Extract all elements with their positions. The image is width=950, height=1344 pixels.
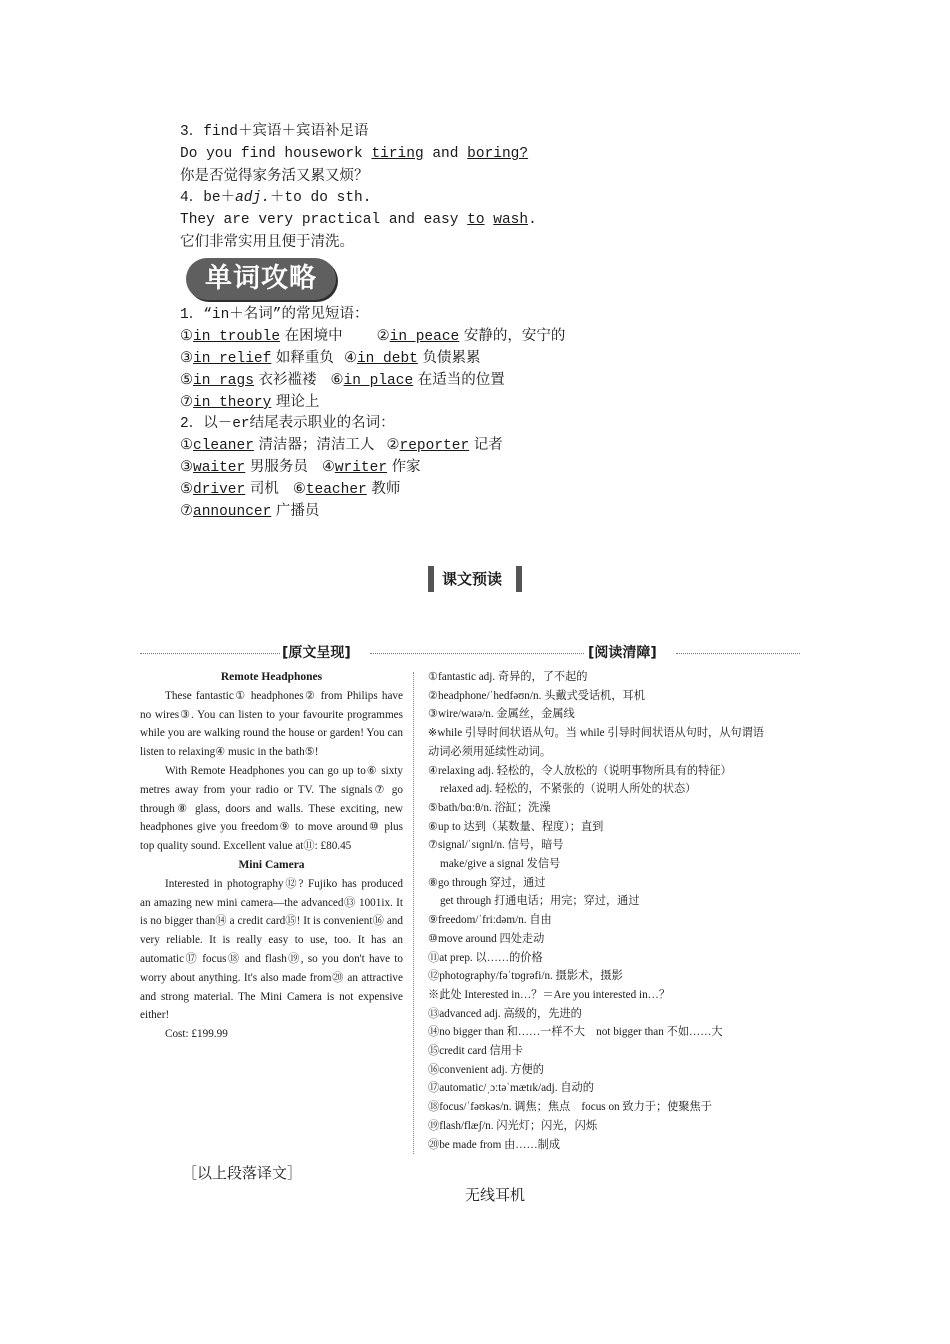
- note-item: 动词必须用延续性动词。: [428, 745, 552, 758]
- note-item: relaxed adj. 轻松的，不紧张的（说明人所处的状态）: [440, 783, 697, 796]
- vocab-meaning: 在适当的位置: [413, 372, 505, 388]
- vocab-meaning: 教师: [366, 481, 401, 497]
- note-item: ⑬advanced adj. 高级的，先进的: [428, 1007, 582, 1020]
- item-number: ⑦: [180, 504, 193, 520]
- vocab-heading-1: 1．“in＋名词”的常见短语：: [180, 307, 369, 323]
- item-number: ③: [180, 351, 193, 367]
- note-item: ※while 引导时间状语从句。当 while 引导时间状语从句时，从句谓语: [428, 727, 764, 740]
- notes-column: [428, 668, 803, 1154]
- vocab-term: cleaner: [193, 438, 254, 454]
- note-item: ④relaxing adj. 轻松的，令人放松的（说明事物所具有的特征）: [428, 764, 732, 777]
- note-item: ⑦signal/ˈsɪɡnl/n. 信号，暗号: [428, 839, 564, 852]
- vocab-meaning: 如释重负: [271, 350, 334, 366]
- vocab-meaning: 记者: [469, 437, 503, 453]
- vocab-meaning: 广播员: [271, 503, 320, 519]
- column-divider: [413, 672, 414, 1154]
- vocab-row: [180, 500, 319, 522]
- vocab-meaning: 理论上: [271, 394, 320, 410]
- example-en-2: [180, 209, 537, 231]
- vocab-term: waiter: [193, 460, 246, 476]
- vocab-row: [180, 347, 480, 369]
- vocab-meaning: 清洁器；清洁工人: [253, 437, 375, 453]
- note-item: ※此处 Interested in…？＝Are you interested in…？: [428, 988, 671, 1001]
- example-text: and: [423, 146, 468, 162]
- note-item: ⑯convenient adj. 方便的: [428, 1063, 544, 1076]
- item-number: ①: [180, 329, 193, 345]
- article-title: Mini Camera: [238, 858, 305, 871]
- note-item: make/give a signal 发信号: [440, 858, 561, 871]
- vocab-heading-2: 2．以－er结尾表示职业的名词：: [180, 416, 395, 432]
- item-number: ⑦: [180, 395, 193, 411]
- note-item: ⑩move around 四处走动: [428, 932, 545, 945]
- grammar-line-4: [180, 187, 371, 209]
- vocab-term: in theory: [193, 395, 272, 411]
- note-item: ⑳be made from 由……制成: [428, 1138, 561, 1151]
- section-banner: [186, 258, 336, 300]
- note-item: ⑫photography/fəˈtɒɡrəfi/n. 摄影术，摄影: [428, 970, 623, 983]
- example-text: Do you find housework: [180, 146, 372, 162]
- vocab-row: [180, 478, 400, 500]
- underlined-answer: to: [467, 212, 485, 228]
- article-price: Cost: £199.99: [165, 1028, 228, 1041]
- note-item: ③wire/waɪə/n. 金属丝，金属线: [428, 708, 575, 721]
- item-number: ①: [180, 438, 193, 454]
- vocab-term: writer: [334, 460, 388, 476]
- vocab-term: in place: [343, 373, 414, 389]
- underlined-answer: tiring: [371, 146, 424, 162]
- dotted-divider: [676, 653, 800, 654]
- vocab-meaning: 司机: [245, 481, 279, 497]
- vocab-row: [180, 325, 565, 347]
- vocab-term: in peace: [389, 329, 460, 345]
- vocab-row: [180, 456, 421, 478]
- vocab-meaning: 负债累累: [417, 350, 481, 366]
- item-number: ④: [343, 351, 357, 367]
- article-column: [140, 668, 403, 1044]
- note-item: get through 打通电话；用完；穿过，通过: [440, 895, 640, 908]
- vocab-term: in rags: [193, 373, 254, 389]
- example-cn-1: 你是否觉得家务活又累又烦？: [180, 168, 369, 184]
- section-heading: [420, 566, 530, 592]
- dotted-divider: [370, 653, 584, 654]
- heading-bar: [428, 566, 434, 592]
- vocab-term: driver: [193, 482, 246, 498]
- item-number: ⑥: [292, 482, 306, 498]
- article-paragraph: These fantastic① headphones② from Philips have no wires③. You can listen to your favourite programmes while you are walking round the house or garden! You can listen to relaxing④ music in the bath⑤!: [140, 689, 403, 759]
- note-item: ①fantastic adj. 奇异的，了不起的: [428, 671, 588, 683]
- item-number: ②: [376, 329, 390, 345]
- grammar-text: 4．be＋: [180, 190, 236, 206]
- vocab-meaning: 在困境中: [280, 328, 343, 344]
- tab-reading-notes: [阅读清障]: [588, 645, 657, 661]
- grammar-line-3: [180, 121, 369, 143]
- underlined-answer: wash: [493, 212, 529, 228]
- example-cn-2: 它们非常实用且便于清洗。: [180, 234, 354, 250]
- vocab-row: [180, 434, 503, 456]
- tab-original-text: [原文呈现]: [282, 645, 351, 661]
- note-item: ⑨freedom/ˈfriːdəm/n. 自由: [428, 914, 552, 927]
- grammar-italic: adj.: [235, 190, 270, 206]
- underlined-answer: boring?: [467, 146, 529, 162]
- section-heading-text: 课文预读: [442, 570, 503, 588]
- vocab-meaning: 作家: [387, 459, 421, 475]
- note-item: ⑲flash/flæʃ/n. 闪光灯；闪光，闪烁: [428, 1119, 598, 1132]
- item-number: ⑥: [330, 373, 344, 389]
- vocab-term: in relief: [193, 351, 272, 367]
- vocab-row: [180, 369, 505, 391]
- item-number: ⑤: [180, 482, 193, 498]
- heading-bar: [516, 566, 522, 592]
- grammar-heading-3: 3．find＋宾语＋宾语补足语: [180, 124, 369, 140]
- banner-title: 单词攻略: [205, 263, 317, 294]
- note-item: ⑤bath/bɑːθ/n. 浴缸；洗澡: [428, 801, 551, 814]
- note-item: ⑭no bigger than 和……一样不大 not bigger than 不如……大: [428, 1026, 723, 1039]
- note-item: ⑥up to 达到（某数量、程度）；直到: [428, 820, 604, 833]
- note-item: ⑧go through 穿过，通过: [428, 876, 546, 889]
- translation-label: ［以上段落译文］: [182, 1164, 303, 1182]
- item-number: ④: [321, 460, 335, 476]
- vocab-term: in trouble: [193, 329, 281, 345]
- vocab-meaning: 衣衫褴褛: [253, 372, 317, 388]
- note-item: ⑮credit card 信用卡: [428, 1045, 524, 1058]
- translation-title: 无线耳机: [465, 1186, 526, 1204]
- article-paragraph: With Remote Headphones you can go up to⑥ sixty metres away from your radio or TV. The signals⑦ go through⑧ glass, doors and walls. These exciting, new headphones give you freedom⑨ to move around⑩ plus top quality sound. Excellent value at⑪: £80.45: [140, 764, 403, 853]
- note-item: ⑱focus/ˈfəʊkəs/n. 调焦；焦点 focus on 致力于；使聚焦于: [428, 1101, 712, 1114]
- dotted-divider: [140, 653, 280, 654]
- vocab-term: announcer: [193, 504, 272, 520]
- vocab-meaning: 安静的，安宁的: [459, 328, 566, 344]
- item-number: ⑤: [180, 373, 193, 389]
- example-en-1: [180, 143, 528, 165]
- note-item: ⑪at prep. 以……的价格: [428, 951, 543, 964]
- note-item: ⑰automatic/ˌɔːtəˈmætɪk/adj. 自动的: [428, 1082, 594, 1095]
- article-title: Remote Headphones: [220, 671, 323, 683]
- example-text: They are very practical and easy: [180, 212, 468, 228]
- article-paragraph: Interested in photography⑫? Fujiko has produced an amazing new mini camera—the advanced⑬ 1001ix. It is no bigger than⑭ a credit card⑮! It is convenient⑯ and very reliable. It is really easy to use, too. It has an automatic⑰ focus⑱ and flash⑲, so you don't have to worry about anything. It's also made from⑳ an attractive and strong material. The Mini Camera is not expensive either!: [140, 877, 403, 1022]
- item-number: ②: [386, 438, 400, 454]
- vocab-meaning: 男服务员: [245, 459, 308, 475]
- grammar-text: ＋to do sth.: [269, 190, 372, 206]
- vocab-term: in debt: [356, 351, 418, 367]
- example-text: .: [528, 212, 537, 228]
- vocab-row: [180, 391, 319, 413]
- item-number: ③: [180, 460, 193, 476]
- vocab-term: teacher: [305, 482, 367, 498]
- note-item: ②headphone/ˈhedfəʊn/n. 头戴式受话机，耳机: [428, 689, 645, 702]
- vocab-term: reporter: [399, 438, 470, 454]
